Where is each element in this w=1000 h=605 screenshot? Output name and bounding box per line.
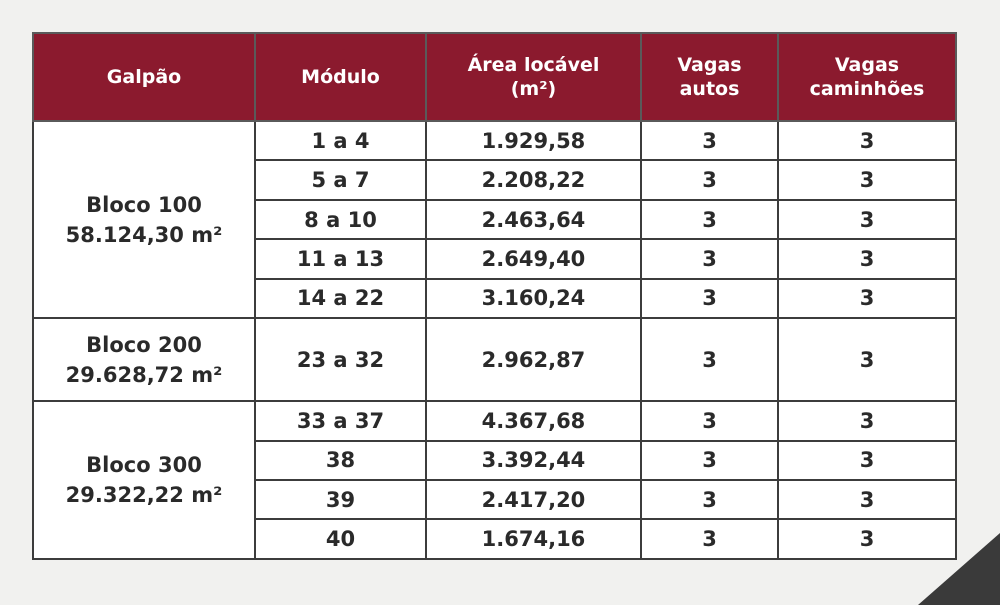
header-vagas-autos <box>641 33 778 121</box>
autos-cell: 3 <box>641 160 778 199</box>
header-autos-line2: autos <box>679 78 740 100</box>
autos-cell: 3 <box>641 121 778 160</box>
header-galpao-label: Galpão <box>106 66 182 88</box>
autos-cell: 3 <box>641 200 778 239</box>
caminhoes-cell: 3 <box>778 160 956 199</box>
caminhoes-cell: 3 <box>778 121 956 160</box>
block-name: Bloco 100 <box>86 192 202 217</box>
modulo-cell: 40 <box>255 519 426 559</box>
header-vagas-caminhoes <box>778 33 956 121</box>
header-autos-line1: Vagas <box>677 54 742 76</box>
header-caminhoes-line1: Vagas <box>834 54 900 76</box>
area-cell: 4.367,68 <box>426 401 641 440</box>
autos-cell: 3 <box>641 519 778 559</box>
header-galpao <box>33 33 255 121</box>
area-cell: 1.674,16 <box>426 519 641 559</box>
galpao-cell-bloco-100 <box>33 121 255 318</box>
area-cell: 2.463,64 <box>426 200 641 239</box>
caminhoes-cell: 3 <box>778 318 956 401</box>
header-area <box>426 33 641 121</box>
autos-cell: 3 <box>641 441 778 480</box>
modulo-cell: 33 a 37 <box>255 401 426 440</box>
table-row <box>33 401 956 440</box>
modulo-cell: 8 a 10 <box>255 200 426 239</box>
autos-cell: 3 <box>641 401 778 440</box>
area-cell: 1.929,58 <box>426 121 641 160</box>
header-modulo-label: Módulo <box>301 66 380 88</box>
area-cell: 2.649,40 <box>426 239 641 278</box>
block-name: Bloco 200 <box>86 332 202 357</box>
autos-cell: 3 <box>641 239 778 278</box>
modulo-cell: 38 <box>255 441 426 480</box>
header-row <box>33 33 956 121</box>
area-cell: 2.962,87 <box>426 318 641 401</box>
header-modulo <box>255 33 426 121</box>
caminhoes-cell: 3 <box>778 200 956 239</box>
caminhoes-cell: 3 <box>778 401 956 440</box>
autos-cell: 3 <box>641 279 778 318</box>
header-area-line1: Área locável <box>467 54 600 76</box>
module-table <box>32 32 957 560</box>
header-caminhoes-line2: caminhões <box>809 78 925 100</box>
table-row <box>33 121 956 160</box>
modulo-cell: 11 a 13 <box>255 239 426 278</box>
autos-cell: 3 <box>641 480 778 519</box>
block-area: 29.322,22 m² <box>65 483 223 508</box>
modulo-cell: 14 a 22 <box>255 279 426 318</box>
block-area: 29.628,72 m² <box>65 362 223 387</box>
header-area-line2: (m²) <box>510 78 557 100</box>
galpao-cell-bloco-200 <box>33 318 255 401</box>
modulo-cell: 5 a 7 <box>255 160 426 199</box>
caminhoes-cell: 3 <box>778 279 956 318</box>
modulo-cell: 1 a 4 <box>255 121 426 160</box>
area-cell: 3.392,44 <box>426 441 641 480</box>
modulo-cell: 23 a 32 <box>255 318 426 401</box>
galpao-cell-bloco-300 <box>33 401 255 559</box>
area-cell: 2.208,22 <box>426 160 641 199</box>
area-cell: 2.417,20 <box>426 480 641 519</box>
modulo-cell: 39 <box>255 480 426 519</box>
corner-decoration <box>918 533 1000 605</box>
table-row <box>33 318 956 401</box>
caminhoes-cell: 3 <box>778 441 956 480</box>
block-area: 58.124,30 m² <box>65 222 223 247</box>
caminhoes-cell: 3 <box>778 239 956 278</box>
caminhoes-cell: 3 <box>778 519 956 559</box>
block-name: Bloco 300 <box>86 453 202 478</box>
area-cell: 3.160,24 <box>426 279 641 318</box>
autos-cell: 3 <box>641 318 778 401</box>
caminhoes-cell: 3 <box>778 480 956 519</box>
